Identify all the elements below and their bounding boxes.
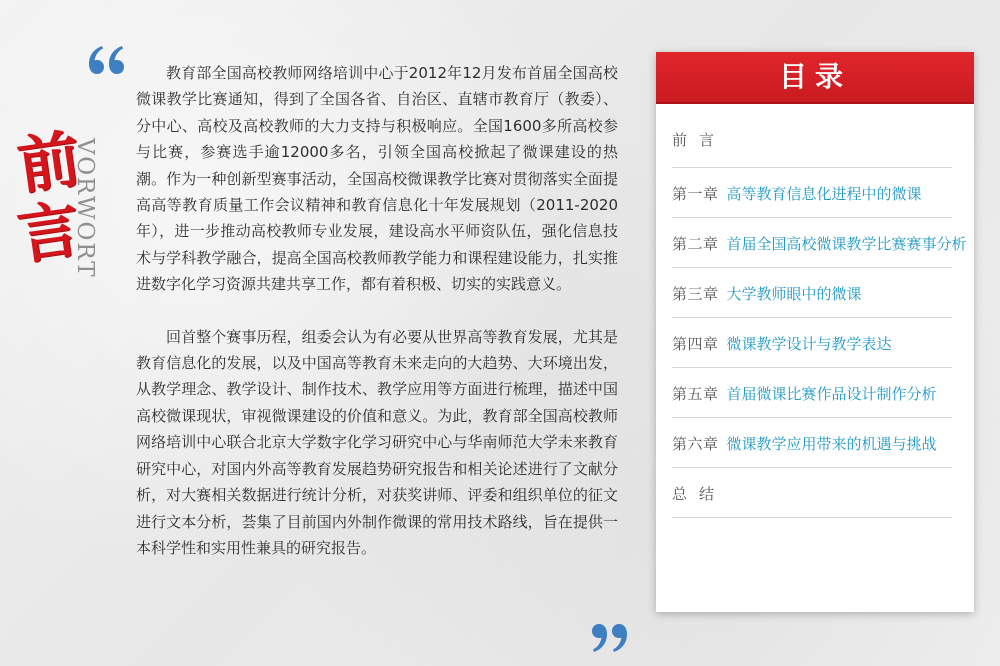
toc-item-label: 总结 [672,485,727,503]
toc-item-number: 第三章 [672,285,719,303]
preface-paragraph-2: 回首整个赛事历程，组委会认为有必要从世界高等教育发展，尤其是教育信息化的发展，以及中国高等教育未来走向的大趋势、大环境出发，从教学理念、教学设计、制作技术、教学应用等方面进行梳理，描述中国高校微课现状，审视微课建设的价值和意义。为此，教育部全国高校教师网络培训中心联合北京大学数字化学习研究中心与华南师范大学未来教育研究中心，对国内外高等教育发展趋势研究报告和相关论述进行了文献分析，对大赛相关数据进行统计分析，对获奖讲师、评委和组织单位的征文进行文本分析，荟集了目前国内外制作微课的常用技术路线，旨在提供一本科学性和实用性兼具的研究报告。 [136,327,618,557]
preface-paragraph-1: 教育部全国高校教师网络培训中心于2012年12月发布首届全国高校微课教学比赛通知，得到了全国各省、自治区、直辖市教育厅（教委）、分中心、高校及高校教师的大力支持与积极响应。全国1600多所高校参与比赛，参赛选手逾12000多名，引领全国高校掀起了微课建设的热潮。作为一种创新型赛事活动，全国高校微课教学比赛对贯彻落实全面提高高等教育质量工作会议精神和教育信息化十年发展规划（2011-2020年），进一步推动高校教师专业发展，建设高水平师资队伍，强化信息技术与学科教学融合，提高全国高校教师教学能力和课程建设能力，扎实推进数字化学习资源共建共享工作，都有着积极、切实的实践意义。 [136,64,618,294]
toc-panel [656,52,974,612]
toc-item-title: 高等教育信息化进程中的微课 [726,185,922,203]
toc-item-summary[interactable] [672,468,952,518]
toc-list [656,104,974,518]
toc-item-number: 第二章 [672,235,719,253]
toc-title: 目录 [656,52,974,104]
toc-item-number: 第一章 [672,185,719,203]
toc-item-chapter-6[interactable] [672,418,952,468]
toc-item-chapter-3[interactable] [672,268,952,318]
toc-item-number: 第四章 [672,335,719,353]
toc-item-label: 前言 [672,131,727,149]
toc-item-chapter-1[interactable] [672,168,952,218]
toc-item-title: 大学教师眼中的微课 [726,285,862,303]
preface-body [136,60,618,561]
toc-item-title: 微课教学设计与教学表达 [726,335,892,353]
toc-item-number: 第六章 [672,435,719,453]
close-quote-icon [590,612,630,658]
toc-item-chapter-4[interactable] [672,318,952,368]
toc-item-title: 首届全国高校微课教学比赛赛事分析 [726,235,967,253]
toc-item-chapter-2[interactable] [672,218,967,268]
heading-char-2: 言 [13,191,85,273]
toc-item-number: 第五章 [672,385,719,403]
preface-heading-english: VORWORT [72,138,98,279]
toc-item-chapter-5[interactable] [672,368,952,418]
toc-item-preface[interactable] [672,104,952,168]
toc-item-title: 微课教学应用带来的机遇与挑战 [726,435,937,453]
preface-heading [13,121,85,273]
open-quote-icon [86,40,126,80]
toc-item-title: 首届微课比赛作品设计制作分析 [726,385,937,403]
heading-char-1: 前 [13,121,85,203]
